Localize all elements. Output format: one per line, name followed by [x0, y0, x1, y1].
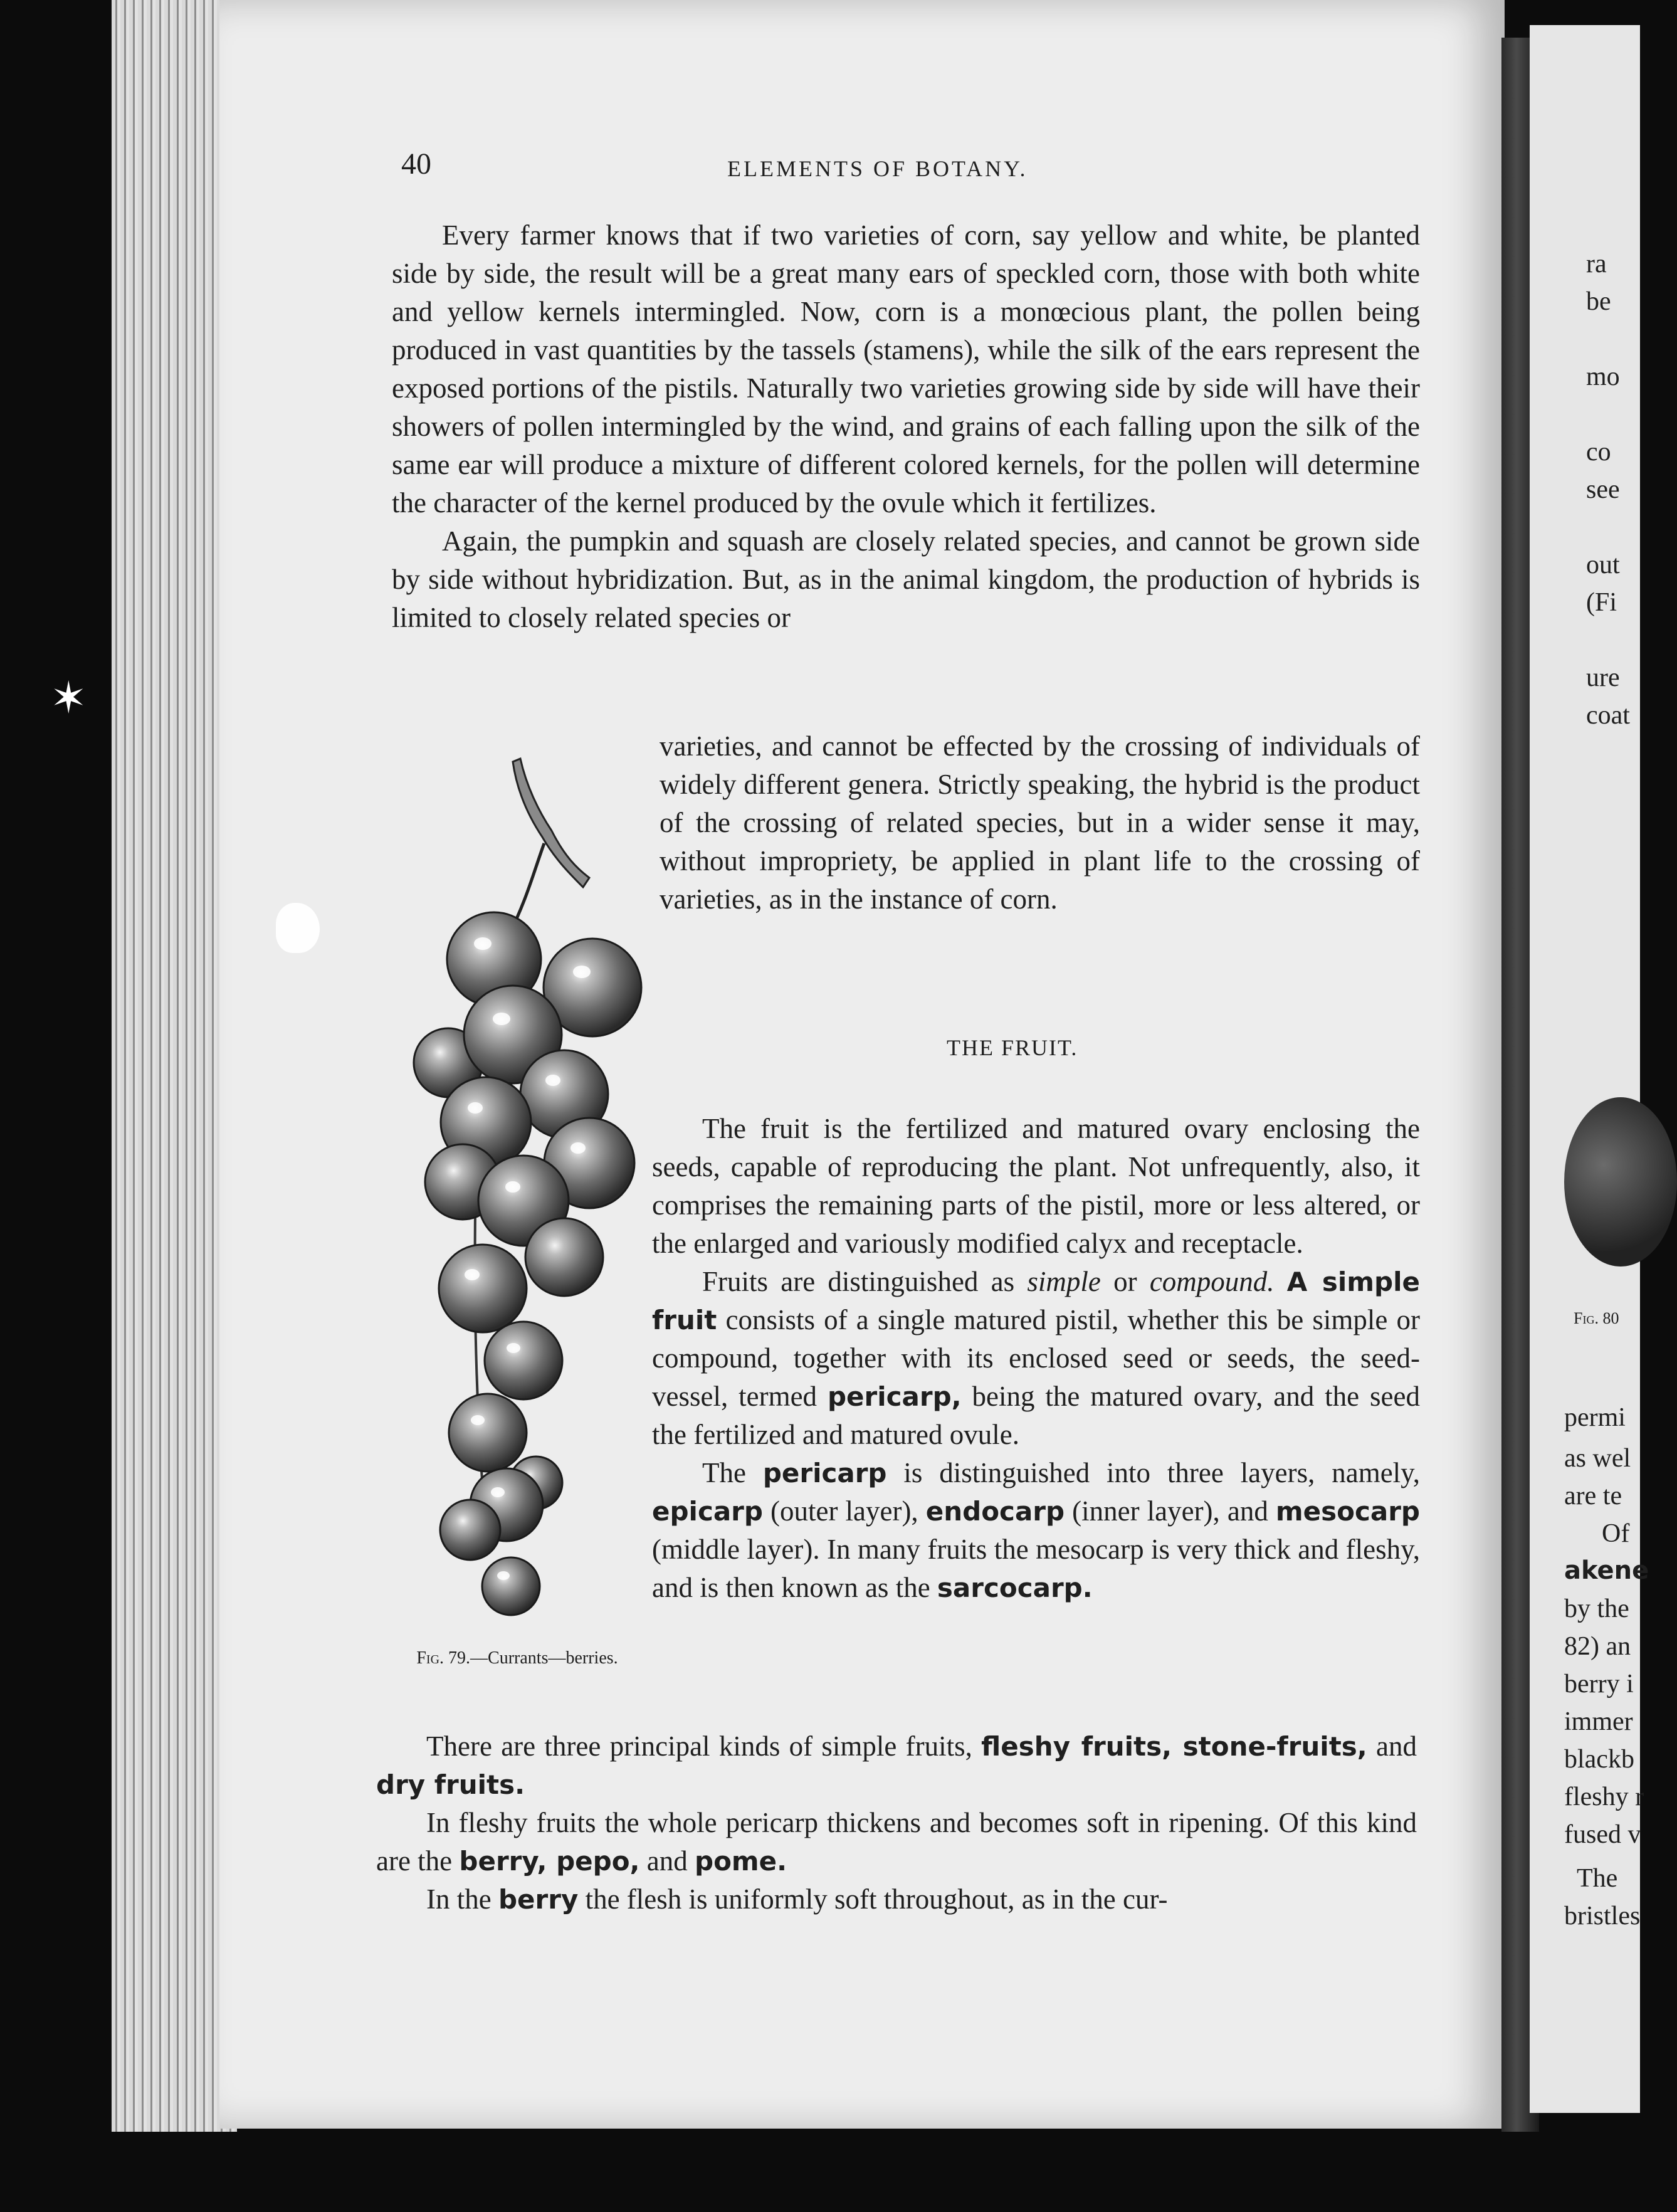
facing-fragment: as wel [1564, 1444, 1631, 1473]
currant-cluster-illustration [382, 749, 658, 1643]
paragraph [376, 1880, 1417, 1919]
facing-fragment: co [1586, 438, 1611, 466]
facing-page-edge [1530, 25, 1649, 2113]
facing-fragment: permi [1564, 1403, 1626, 1432]
bold-term: endocarp [925, 1496, 1065, 1527]
text-run: Fruits are distinguished as [702, 1266, 1028, 1297]
text-block-bottom [376, 1727, 1417, 1919]
figure-number: Fig. 79. [416, 1648, 471, 1668]
text-run: or [1100, 1266, 1150, 1297]
text-run: In the [426, 1883, 498, 1915]
text-run: is distinguished into three layers, namely, [886, 1457, 1420, 1488]
text-run: In fleshy fruits the whole pericarp thickens and becomes soft in ripening. Of this kind are the [376, 1807, 1417, 1877]
text-run: (inner layer), and [1065, 1495, 1276, 1527]
bold-term: berry, pepo, [459, 1846, 640, 1877]
facing-fragment: blackb [1564, 1745, 1634, 1774]
text-run: (outer layer), [762, 1495, 926, 1527]
paragraph: Every farmer knows that if two varieties of corn, say yellow and white, be planted side by side, the result will be a great many ears of speckled corn, those with both white and yellow kernels intermingled. Now, corn is a monœcious plant, the pollen being produced in vast quantities by the tassels (stamens), while the silk of the ears represent the exposed portions of the pistils. Naturally two varieties growing side by side will have their showers of pollen intermingled by the wind, and grains of each falling upon the silk of the same ear will produce a mixture of different colored kernels, for the pollen will determine the character of the kernel produced by the ovule which it fertilizes. [392, 219, 1420, 519]
facing-fragment: be [1586, 287, 1611, 316]
facing-fragment: akene [1564, 1556, 1649, 1585]
text-block-fruit [652, 1110, 1420, 1607]
scan-artifact-mark: ✶ [50, 675, 87, 723]
figure-caption-text: —Currants—berries. [470, 1648, 618, 1668]
text-run: (middle layer). In many fruits the mesocarp is very thick and fleshy, and is then known as the [652, 1534, 1420, 1603]
bold-term: pericarp, [827, 1381, 962, 1412]
italic-term: simple [1027, 1266, 1101, 1297]
text-run: consists of a single matured pistil, whether this be simple or compound, together with its enclosed seed or seeds, the seed-vessel, termed [652, 1304, 1420, 1412]
paragraph: Again, the pumpkin and squash are closely related species, and cannot be grown side by side without hybridization. But, as in the animal kingdom, the production of hybrids is limited to closely related species or [392, 525, 1420, 633]
bold-term: berry [498, 1884, 579, 1915]
text-run: There are three principal kinds of simple fruits, [426, 1730, 982, 1762]
facing-fragment: ure [1586, 663, 1620, 692]
facing-fig-caption: Fig. 80 [1574, 1309, 1619, 1327]
bold-term: mesocarp [1275, 1496, 1420, 1527]
paragraph: varieties, and cannot be effected by the crossing of individuals of widely different genera. Strictly speaking, the hybrid is the product of the crossing of related species, but in a wider sense it may, without impropriety, be applied in plant life to the crossing of varieties, as in the instance of corn. [660, 730, 1420, 915]
text-run: and [639, 1845, 695, 1877]
section-heading: THE FRUIT. [947, 1035, 1078, 1060]
bold-term: fleshy fruits, stone-fruits, [981, 1731, 1367, 1762]
page-header [401, 147, 1417, 184]
facing-fragment: fleshy r [1564, 1783, 1644, 1811]
currant-cluster-drawing [382, 749, 658, 1643]
text-block-top [392, 216, 1420, 637]
bold-term: sarcocarp. [937, 1572, 1093, 1603]
text-run: and [1367, 1730, 1417, 1762]
facing-fragment: are te [1564, 1482, 1622, 1510]
bold-term: dry fruits. [376, 1769, 525, 1800]
facing-fragment: coat [1586, 701, 1630, 730]
facing-fragment: The [1577, 1864, 1618, 1893]
facing-fragment: berry i [1564, 1670, 1634, 1698]
facing-fragment: by the [1564, 1594, 1629, 1623]
paragraph [652, 1454, 1420, 1607]
text-run: The [702, 1457, 763, 1488]
text-block-beside-figure [660, 727, 1420, 919]
facing-fragment: fused v [1564, 1820, 1641, 1849]
bold-term: epicarp [652, 1496, 763, 1527]
text-run: being the matured ovary, and the seed the fertilized and matured ovule. [652, 1381, 1420, 1450]
facing-fragment: mo [1586, 362, 1620, 391]
facing-fragment: Of [1602, 1519, 1630, 1548]
paragraph: The fruit is the fertilized and matured ovary enclosing the seeds, capable of reproducing the plant. Not unfrequently, also, it comprises the remaining parts of the pistil, more or less altered, or the enlarged and variously modified calyx and receptacle. [652, 1113, 1420, 1259]
paragraph [376, 1727, 1417, 1804]
book-page-edges [112, 0, 237, 2132]
facing-fragment: see [1586, 475, 1620, 504]
facing-fragment: out [1586, 550, 1620, 579]
facing-fragment: ra [1586, 250, 1607, 278]
scan-smudge [276, 903, 320, 953]
italic-term: compound. [1149, 1266, 1275, 1297]
facing-fragment: immer [1564, 1707, 1633, 1736]
bold-term: pome. [695, 1846, 787, 1877]
paragraph [652, 1263, 1420, 1454]
running-head: ELEMENTS OF BOTANY. [727, 156, 1028, 181]
paragraph [376, 1804, 1417, 1880]
bold-term: A simple fruit [652, 1267, 1421, 1335]
facing-fragment: bristles [1564, 1902, 1641, 1930]
facing-berry-illustration [1564, 1097, 1677, 1267]
facing-fragment: (Fi [1586, 588, 1617, 617]
facing-fragment: 82) an [1564, 1632, 1631, 1661]
page-number: 40 [401, 147, 431, 181]
bold-term: pericarp [762, 1458, 887, 1488]
figure-caption [389, 1646, 646, 1671]
text-run: the flesh is uniformly soft throughout, as in the cur- [578, 1883, 1168, 1915]
